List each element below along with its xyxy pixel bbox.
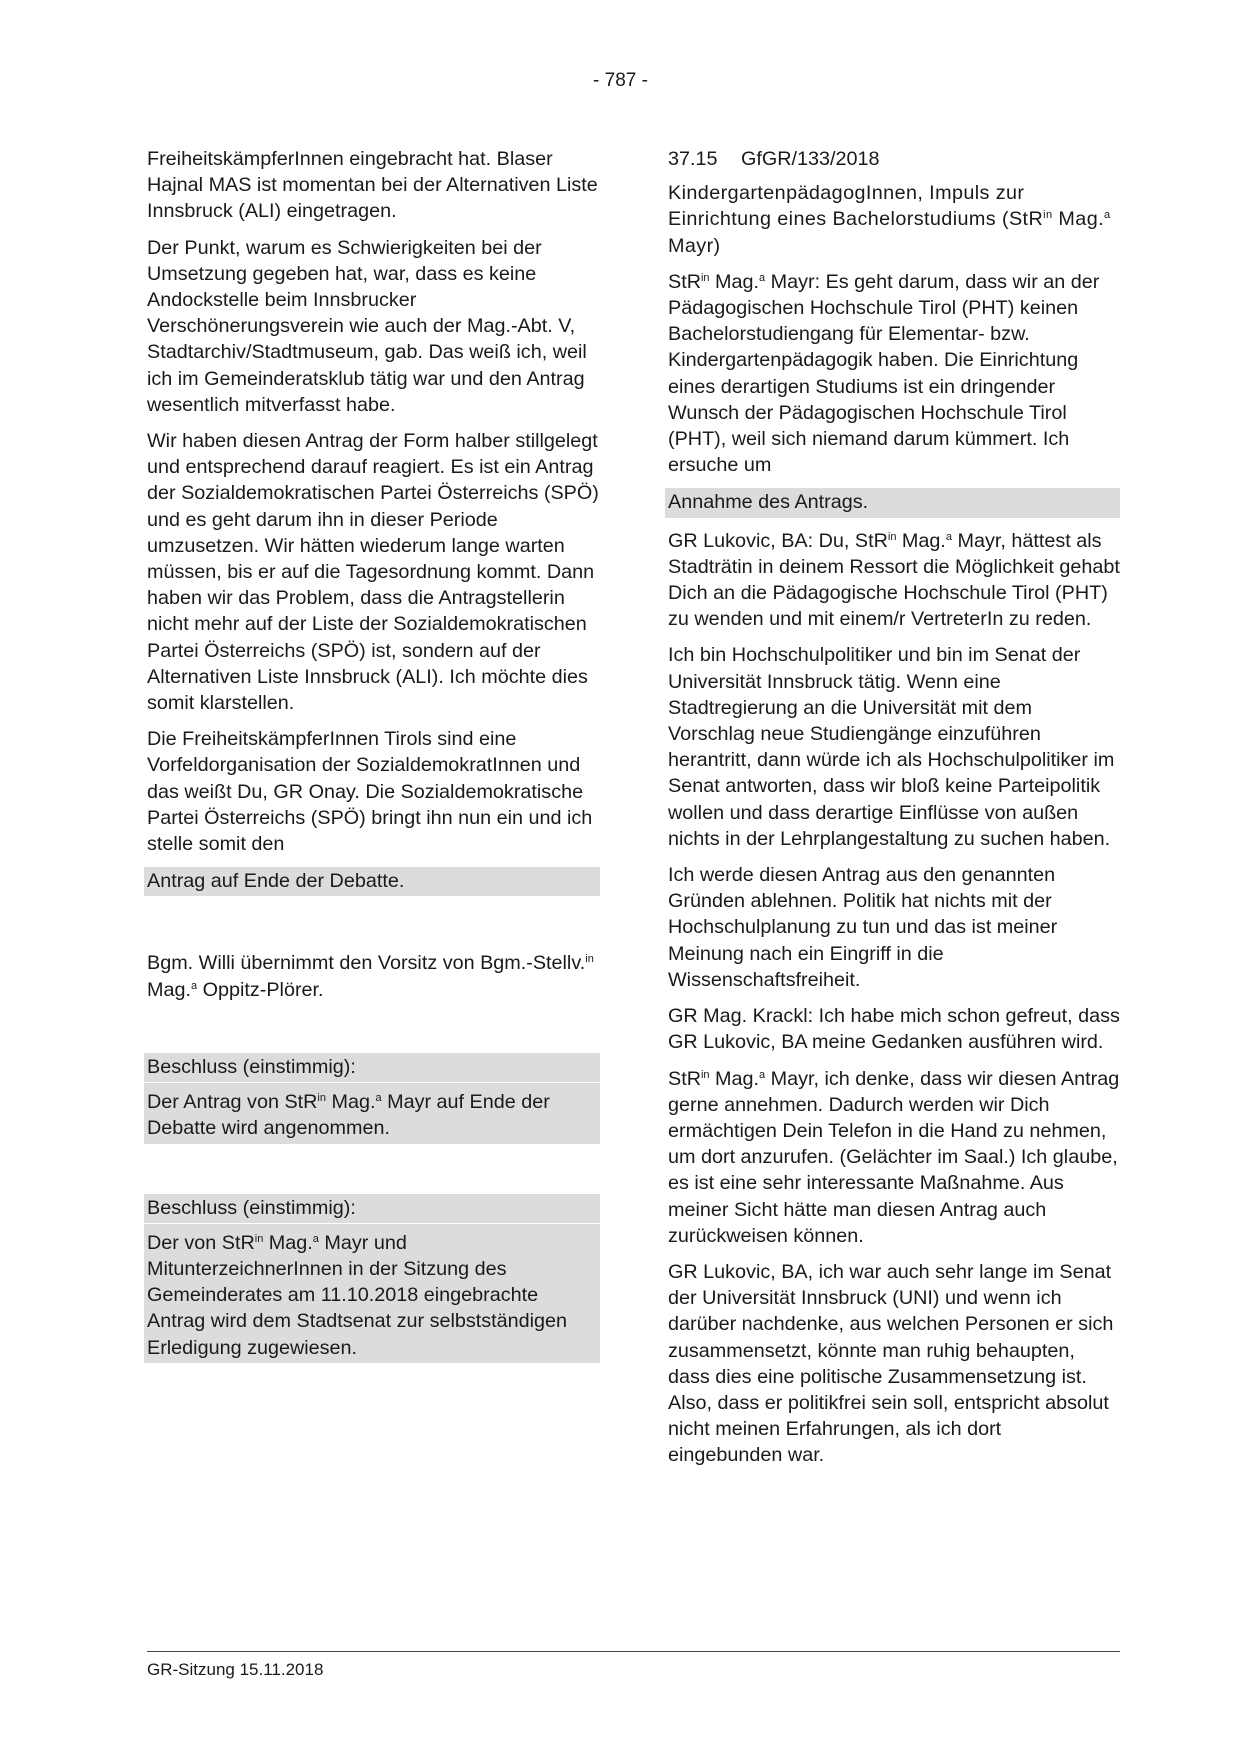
chair-change-note: Bgm. Willi übernimmt den Vorsitz von Bgm.-Stellv.$^{in}$ Mag.$^a$ Oppitz-Plörer. <box>147 952 594 1001</box>
resolution-text-box <box>144 1224 600 1363</box>
paragraph: StR$^{in}$ Mag.$^a$ Mayr, ich denke, dass wir diesen Antrag gerne annehmen. Dadurch werden wir Dich ermächtigen Dein Telefon in die Hand zu nehmen, um dort anzurufen. (Gelächter im Saal.) Ich glaube, es ist eine sehr interessante Maßnahme. Aus meiner Sicht hätte man diesen Antrag auch zurückweisen können. <box>668 1067 1120 1247</box>
footer-session-date: GR-Sitzung 15.11.2018 <box>147 1660 324 1679</box>
agenda-item-number: 37.15 <box>668 148 718 170</box>
agenda-item-header <box>668 146 1120 172</box>
resolution-heading: Beschluss (einstimmig): <box>147 1055 356 1078</box>
paragraph: Ich bin Hochschulpolitiker und bin im Senat der Universität Innsbruck tätig. Wenn eine Stadtregierung an die Universität mit dem Vorschlag neue Studiengänge einzuführen herantritt, dann würde ich als Hochschulpolitiker im Senat antworten, dass wir bloß keine Parteipolitik wollen und dass derartige Einflüsse von außen nichts in der Lehrplangestaltung zu suchen haben. <box>668 644 1115 850</box>
paragraph: GR Mag. Krackl: Ich habe mich schon gefreut, dass GR Lukovic, BA meine Gedanken ausführen wird. <box>668 1005 1120 1054</box>
motion-text: Annahme des Antrags. <box>668 491 869 514</box>
paragraph: StR$^{in}$ Mag.$^a$ Mayr: Es geht darum, dass wir an der Pädagogischen Hochschule Tirol (PHT) keinen Bachelorstudiengang für Elementar- bzw. Kindergartenpädagogik haben. Die Einrichtung eines derartigen Studiums ist ein dringender Wunsch der Pädagogischen Hochschule Tirol (PHT), weil sich niemand darum kümmert. Ich ersuche um <box>668 270 1100 477</box>
motion-text: Antrag auf Ende der Debatte. <box>147 870 405 893</box>
resolution-heading-box <box>144 1194 600 1223</box>
agenda-item-reference: GfGR/133/2018 <box>741 148 880 170</box>
resolution-text-box <box>144 1083 600 1143</box>
motion-box <box>144 867 600 896</box>
motion-box <box>665 488 1120 517</box>
resolution-text: Der Antrag von StR$^{in}$ Mag.$^a$ Mayr auf Ende der Debatte wird angenommen. <box>147 1091 550 1140</box>
left-column <box>147 146 600 1373</box>
paragraph: Ich werde diesen Antrag aus den genannten Gründen ablehnen. Politik hat nichts mit der Hochschulplanung zu tun und das ist meiner Meinung nach ein Eingriff in die Wissenschaftsfreiheit. <box>668 864 1058 991</box>
resolution-text: Der von StR$^{in}$ Mag.$^a$ Mayr und MitunterzeichnerInnen in der Sitzung des Gemeinderates am 11.10.2018 eingebrachte Antrag wird dem Stadtsenat zur selbstständigen Erledigung zugewiesen. <box>147 1231 568 1359</box>
page-number: - 787 - <box>593 70 648 91</box>
paragraph: GR Lukovic, BA: Du, StR$^{in}$ Mag.$^a$ Mayr, hättest als Stadträtin in deinem Ressort die Möglichkeit gehabt Dich an die Pädagogische Hochschule Tirol (PHT) zu wenden und mit einem/r VertreterIn zu reden. <box>668 529 1120 631</box>
footer-divider <box>147 1651 1120 1652</box>
resolution-heading-box <box>144 1053 600 1082</box>
paragraph: Wir haben diesen Antrag der Form halber stillgelegt und entsprechend darauf reagiert. Es ist ein Antrag der Sozialdemokratischen Partei Österreichs (SPÖ) und es geht darum ihn in dieser Periode umzusetzen. Wir hätten wiederum lange warten müssen, bis er auf die Tagesordnung kommt. Dann haben wir das Problem, dass die Antragstellerin nicht mehr auf der Liste der Sozialdemokratischen Partei Österreichs (SPÖ) ist, sondern auf der Alternativen Liste Innsbruck (ALI). Ich möchte dies somit klarstellen. <box>147 430 599 715</box>
resolution-heading: Beschluss (einstimmig): <box>147 1196 356 1219</box>
paragraph: Die FreiheitskämpferInnen Tirols sind eine Vorfeldorganisation der SozialdemokratInnen und das weißt Du, GR Onay. Die Sozialdemokratische Partei Österreichs (SPÖ) bringt ihn nun ein und ich stelle somit den <box>147 728 593 856</box>
agenda-item-title: KindergartenpädagogInnen, Impuls zur Einrichtung eines Bachelorstudiums (StR$^{in}$ Mag.$^a$ Mayr) <box>668 182 1111 257</box>
right-column <box>668 146 1120 1479</box>
paragraph: Der Punkt, warum es Schwierigkeiten bei der Umsetzung gegeben hat, war, dass es keine Andockstelle beim Innsbrucker Verschönerungsverein wie auch der Mag.-Abt. V, Stadtarchiv/Stadtmuseum, gab. Das weiß ich, weil ich im Gemeinderatsklub tätig war und den Antrag wesentlich mitverfasst habe. <box>147 236 587 416</box>
paragraph: FreiheitskämpferInnen eingebracht hat. Blaser Hajnal MAS ist momentan bei der Alternativen Liste Innsbruck (ALI) eingetragen. <box>147 148 598 223</box>
paragraph: GR Lukovic, BA, ich war auch sehr lange im Senat der Universität Innsbruck (UNI) und wenn ich darüber nachdenke, aus welchen Personen er sich zusammensetzt, könnte man ruhig behaupten, dass dies eine politische Zusammensetzung ist. Also, dass er politikfrei sein soll, entspricht absolut nicht meinen Erfahrungen, als ich dort eingebunden war. <box>668 1260 1114 1467</box>
